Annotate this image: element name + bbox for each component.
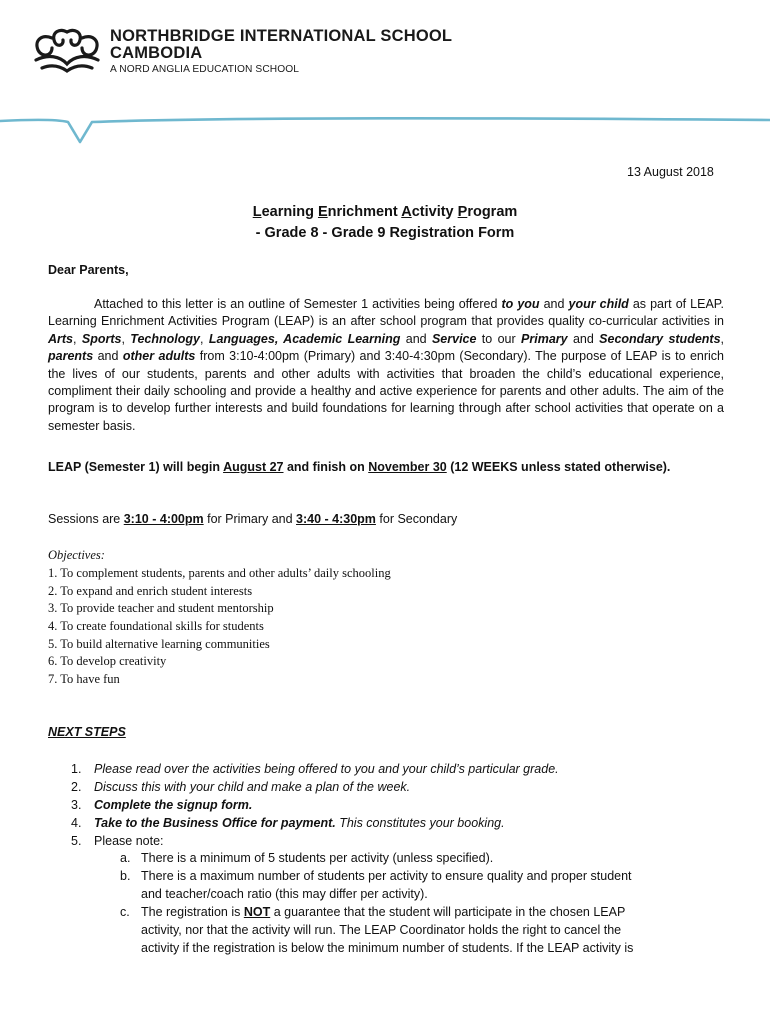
intro-emphasis: Sports [81,331,122,346]
next-steps-heading: NEXT STEPS [48,725,126,739]
step-number: 3. [71,798,82,812]
intro-emphasis: parents [48,349,94,364]
objective-item: 5. To build alternative learning communities [48,637,270,651]
step-number: 2. [71,780,82,794]
step-item: Complete the signup form. [94,798,253,812]
sessions-text: for Secondary [375,512,458,526]
intro-text: , [121,331,131,346]
school-subtitle: A NORD ANGLIA EDUCATION SCHOOL [110,64,300,75]
sessions-text: for Primary and [203,512,297,526]
title-word: nrichment [327,204,402,220]
objectives-heading: Objectives: [48,548,105,562]
intro-emphasis: Service [431,331,477,346]
intro-paragraph [48,296,724,435]
intro-text: Attached to this letter is an outline of Semester 1 activities being offered [94,297,502,311]
intro-text: and [400,331,432,346]
step-item: Discuss this with your child and make a plan of the week. [94,780,411,794]
header-divider-wave [0,108,770,150]
objective-item: 4. To create foundational skills for students [48,619,264,633]
intro-emphasis: Languages, Academic Learning [208,331,401,346]
objective-item: 3. To provide teacher and student mentorship [48,601,274,615]
intro-emphasis: your child [568,297,629,311]
schedule-text: LEAP (Semester 1) will begin [48,460,224,474]
note-item-continued: activity, nor that the activity will run. The LEAP Coordinator holds the right to cancel the [141,923,622,937]
note-item-continued: and teacher/coach ratio (this may differ per activity). [141,887,428,901]
note-item [141,905,625,919]
schedule-start-date: August 27 [223,460,284,474]
intro-text: , [720,331,725,346]
intro-text: and [539,297,569,311]
intro-text: as part of LEAP. Learning Enrichment Activities Program (LEAP) is an after school program that provides quality co-curricular activities in [48,297,724,329]
objective-item: 6. To develop creativity [48,654,167,668]
step-text: This constitutes your booking. [335,816,505,830]
objective-item: 1. To complement students, parents and other adults’ daily schooling [48,566,391,580]
step-number: 1. [71,762,82,776]
step-number: 5. [71,834,82,848]
note-letter: c. [120,905,130,919]
schedule-statement [48,459,728,477]
greeting: Dear Parents, [48,263,129,277]
intro-emphasis: Technology [130,331,200,346]
note-item: There is a minimum of 5 students per activity (unless specified). [141,851,494,865]
objective-item: 7. To have fun [48,672,120,686]
intro-text: and [567,331,600,346]
intro-emphasis: Secondary students [599,331,721,346]
intro-text: , [73,331,82,346]
schedule-text: and finish on [283,460,369,474]
step-item: Please read over the activities being offered to you and your child’s particular grade. [94,762,559,776]
sessions-text: Sessions are [48,512,124,526]
school-name-country: CAMBODIA [110,44,203,62]
title-word: earning [261,204,318,220]
schedule-text: (12 WEEKS unless stated otherwise). [446,460,671,474]
note-text: The registration is [141,905,244,919]
note-item: There is a maximum number of students per activity to ensure quality and proper student [141,869,632,883]
title-initial: L [252,204,262,220]
title-initial: A [401,204,412,220]
school-crest-logo-icon [30,26,104,74]
step-bold-text: Take to the Business Office for payment. [94,816,336,830]
step-item [94,816,505,830]
intro-emphasis: Arts [48,331,74,346]
title-word: rogram [467,204,518,220]
school-name: NORTHBRIDGE INTERNATIONAL SCHOOL [110,27,453,45]
objective-item: 2. To expand and enrich student interests [48,584,253,598]
note-emphasis: NOT [243,905,271,919]
step-number: 4. [71,816,82,830]
intro-text: to our [476,331,522,346]
note-letter: b. [120,869,131,883]
note-letter: a. [120,851,131,865]
title-word: ctivity [411,204,458,220]
intro-emphasis: other adults [122,349,196,364]
title-initial: E [317,204,328,220]
intro-text: from 3:10-4:00pm (Primary) and 3:40-4:30pm (Secondary). The purpose of LEAP is to enrich the lives of our students, parents and other adults with activities that broaden the child’s educational experience, compliment their daily schooling and provide a healthy and active experience for parents and other adults. The aim of the program is to develop further interests and build foundations for learning through after school activities that operate on a semester basis. [48,349,724,433]
intro-text: and [93,349,123,364]
intro-text: , [199,331,209,346]
note-text: a guarantee that the student will participate in the chosen LEAP [270,905,626,919]
title-initial: P [457,204,468,220]
letter-date: 13 August 2018 [627,165,714,179]
schedule-end-date: November 30 [368,460,447,474]
secondary-session-time: 3:40 - 4:30pm [296,512,376,526]
primary-session-time: 3:10 - 4:00pm [123,512,204,526]
intro-emphasis: to you [501,297,540,311]
letter-subtitle: - Grade 8 - Grade 9 Registration Form [255,225,515,241]
sessions-statement [48,512,457,526]
letter-title [0,204,770,220]
note-item-continued: activity if the registration is below the minimum number of students. If the LEAP activity is [141,941,634,955]
intro-emphasis: Primary [521,331,568,346]
step-item: Please note: [94,834,164,848]
